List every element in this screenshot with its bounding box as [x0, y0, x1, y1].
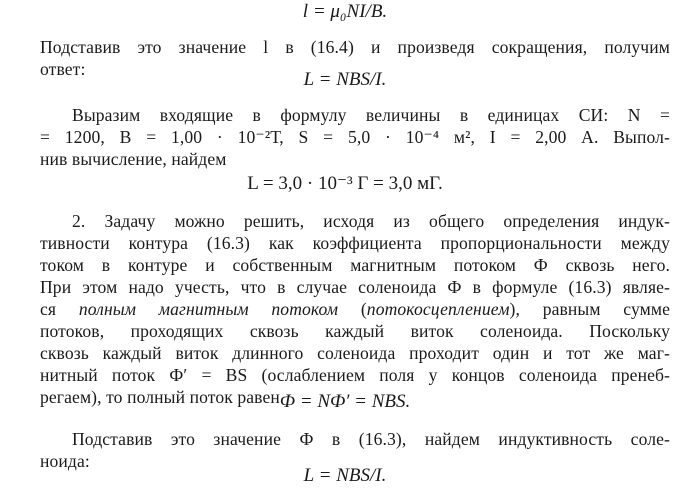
- paragraph-1-line-2: ответ:: [40, 59, 86, 79]
- formula-4: [0, 464, 690, 488]
- line-5-mid: (: [338, 299, 367, 319]
- formula-3-text: Ф = NФ′ = NBS.: [279, 391, 411, 412]
- formula-1: [0, 68, 690, 92]
- paragraph-2-line-1: Выразим входящие в формулу величины в единицах СИ: N =: [72, 105, 670, 125]
- paragraph-3-line-9: регаем), то полный поток равен: [40, 387, 280, 407]
- paragraph-3-line-5: [40, 298, 670, 320]
- formula-top: [0, 0, 690, 24]
- paragraph-1-line-1: Подставив это значение l в (16.4) и произведя сокращения, получим: [40, 37, 670, 57]
- formula-top-text: l = μ₀NI/B.: [302, 1, 388, 22]
- formula-1-text: L = NBS/I.: [303, 69, 387, 90]
- line-5-pre: ся: [40, 299, 79, 319]
- term-flux-linkage: потокосцеплением: [366, 299, 510, 319]
- term-full-magnetic-flux: полным магнитным потоком: [78, 299, 339, 319]
- formula-3-line: [0, 386, 690, 410]
- paragraph-4-line-1: Подставив это значение Ф в (16.3), найдем индуктивность соле-: [72, 429, 670, 449]
- formula-2-text: L = 3,0 · 10⁻³ Г = 3,0 мГ.: [247, 173, 443, 194]
- formula-4-text: L = NBS/I.: [303, 465, 387, 486]
- paragraph-4-line-2: ноида:: [40, 451, 90, 471]
- paragraph-3-line-8: нитный поток Ф′ = BS (ослаблением поля у концов соленоида пренеб-: [40, 365, 670, 385]
- paragraph-3-line-3: током в контуре и собственным магнитным потоком Ф сквозь него.: [40, 255, 670, 275]
- paragraph-3-line-1: 2. Задачу можно решить, исходя из общего определения индук-: [72, 211, 670, 231]
- paragraph-3-line-4: При этом надо учесть, что в случае соленоида Ф в формуле (16.3) являе-: [40, 277, 670, 297]
- line-5-post: ), равным сумме: [509, 299, 671, 319]
- paragraph-3-line-6: потоков, проходящих сквозь каждый виток соленоида. Поскольку: [40, 321, 670, 341]
- paragraph-2-line-3: нив вычисление, найдем: [40, 149, 227, 169]
- paragraph-3-line-7: сквозь каждый виток длинного соленоида проходит один и тот же маг-: [40, 343, 670, 363]
- paragraph-2-line-2: = 1200, B = 1,00 · 10⁻²Т, S = 5,0 · 10⁻⁴ м², I = 2,00 А. Выпол-: [40, 127, 670, 147]
- paragraph-3-line-2: тивности контура (16.3) как коэффициента пропорциональности между: [40, 233, 670, 253]
- formula-2: [0, 172, 690, 196]
